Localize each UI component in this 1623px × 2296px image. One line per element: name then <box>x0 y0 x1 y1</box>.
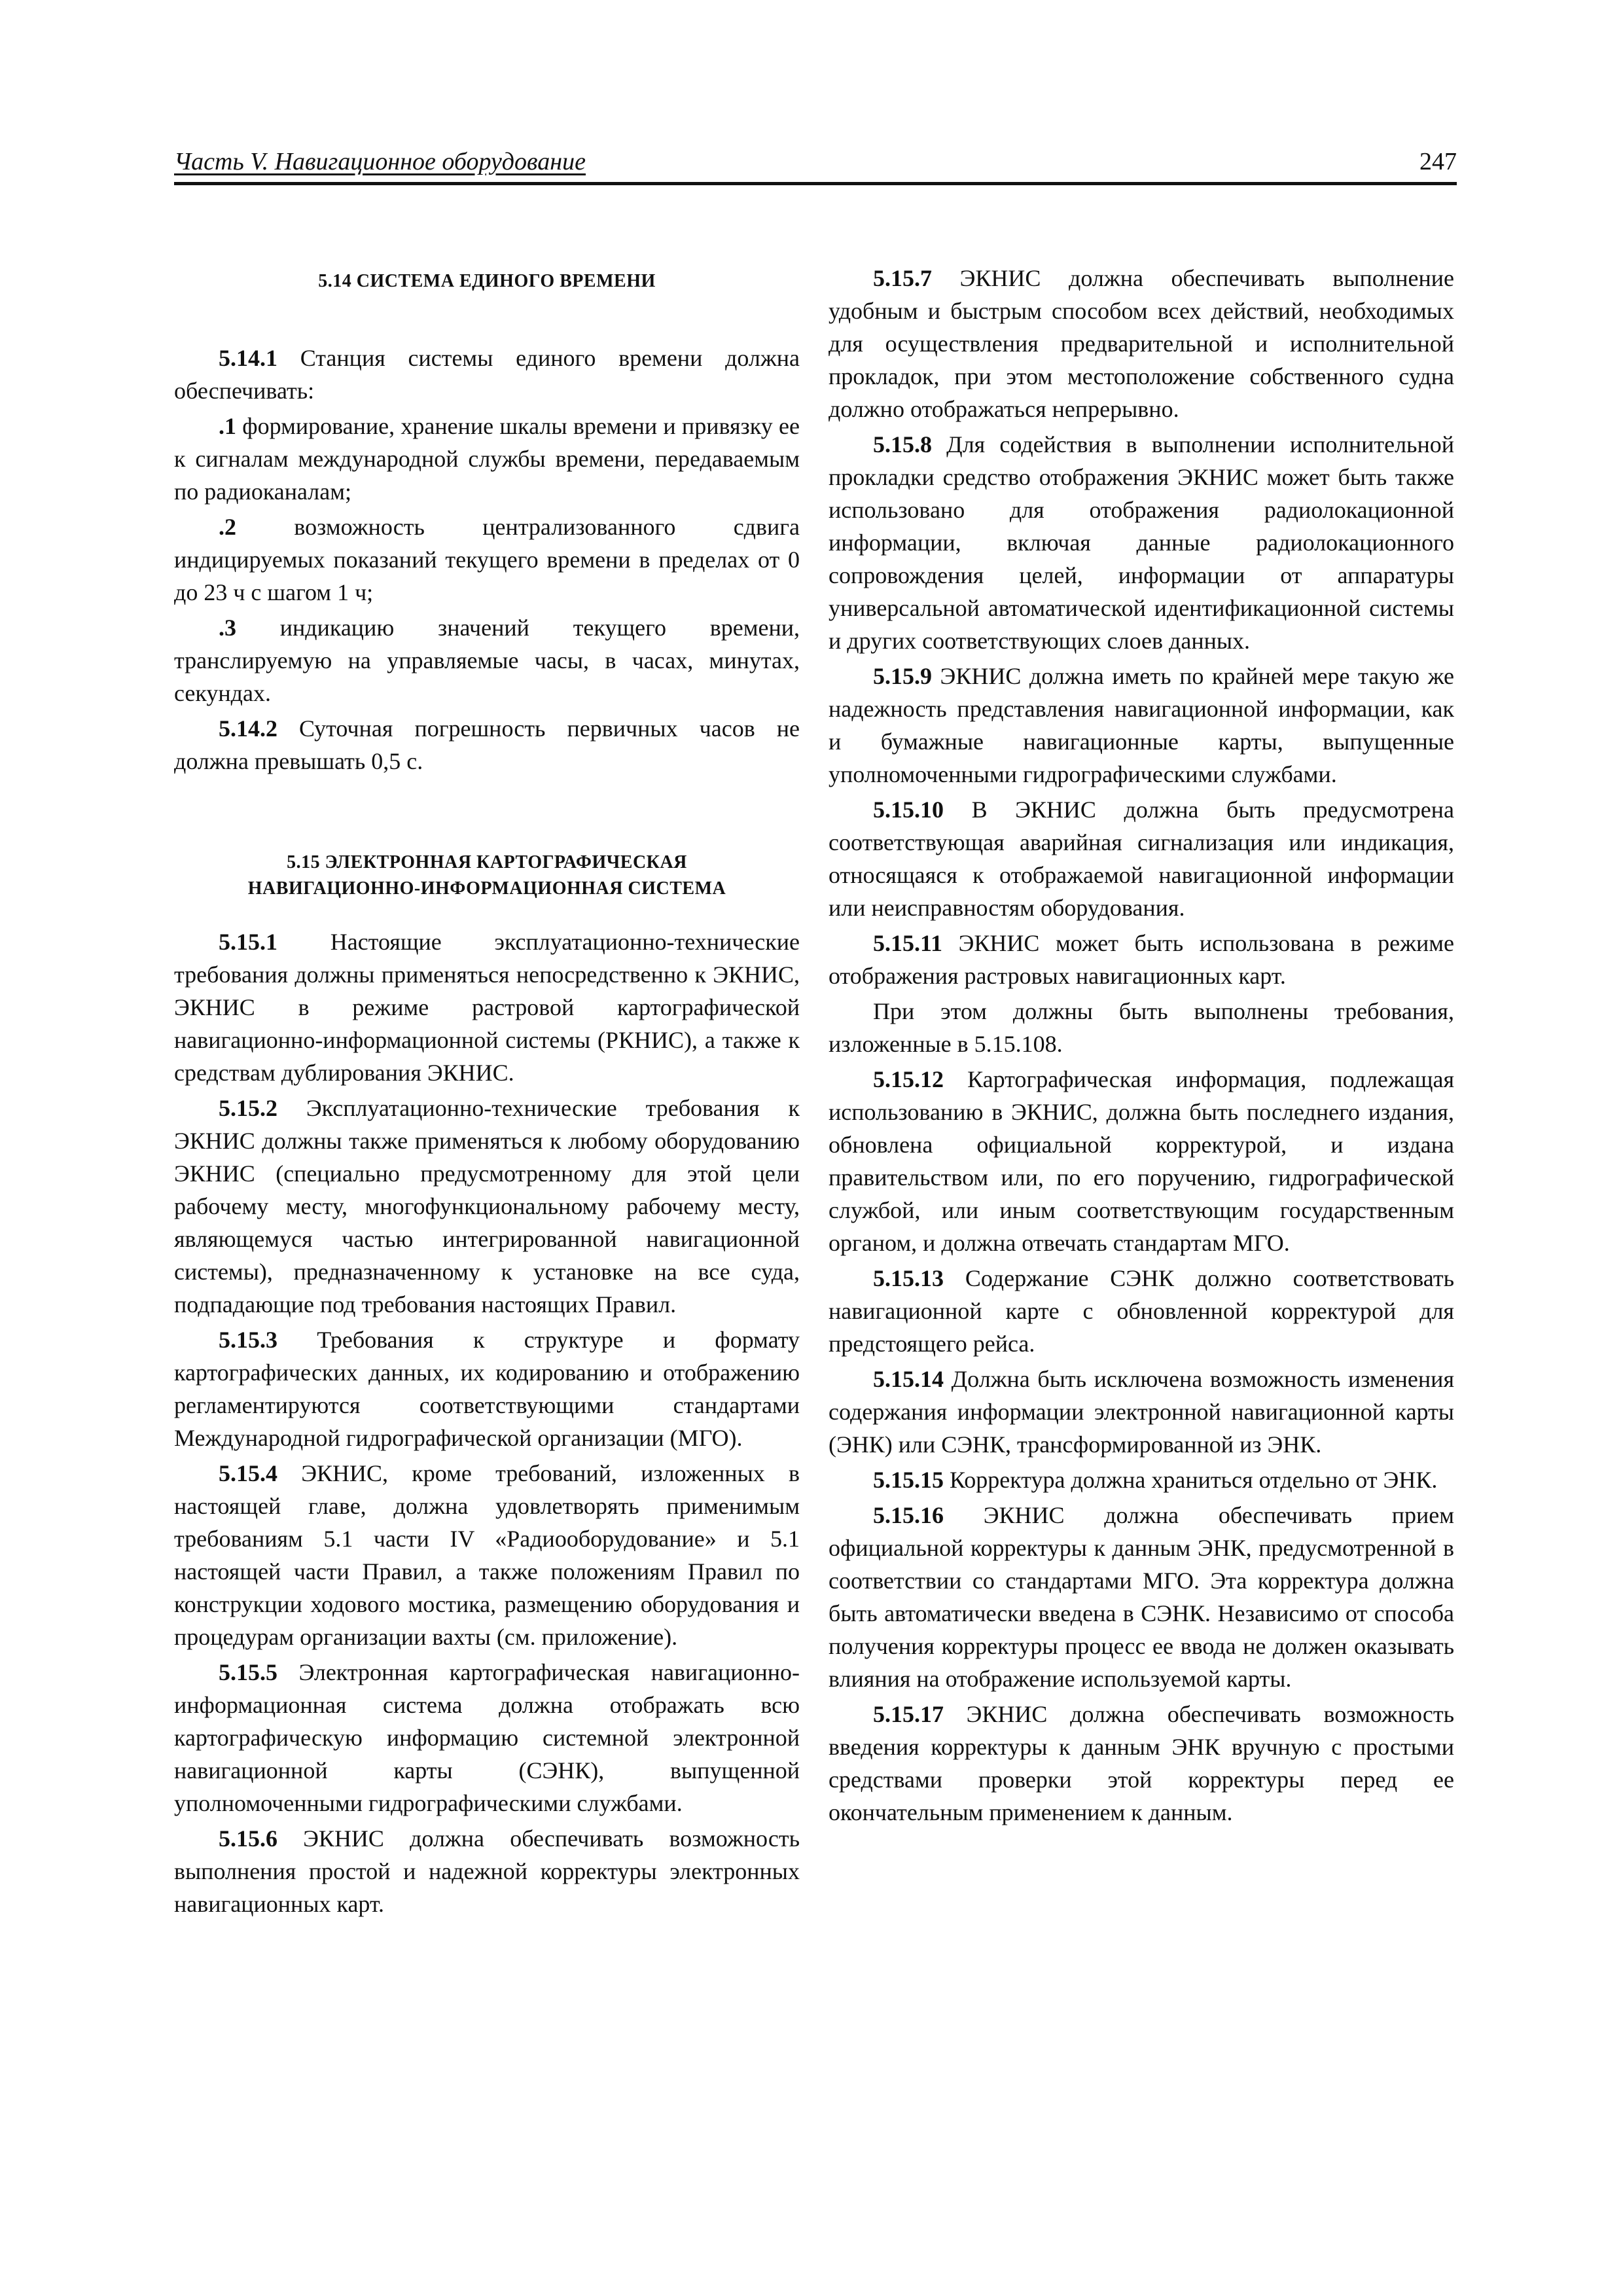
paragraph-text: В ЭКНИС должна быть предусмотрена соответствующая аварийная сигнализация или индикация, относящаяся к отображаемой навигационной информации или неисправностям оборудования. <box>829 797 1454 921</box>
item-text: индикацию значений текущего времени, транслируемую на управляемые часы, в часах, минутах, секундах. <box>174 615 800 706</box>
paragraph-5-15-15 <box>829 1463 1454 1496</box>
paragraph-5-15-5 <box>174 1656 800 1820</box>
paragraph-text: Эксплуатационно-технические требования к ЭКНИС должны также применяться к любому оборудованию ЭКНИС (специально предусмотренному для этой цели рабочему месту, многофункциональному рабочему месту, являющемуся частью интегрированной навигационной системы), предназначенному к установке на все суда, подпадающие под требования настоящих Правил. <box>174 1095 800 1318</box>
paragraph-5-15-13 <box>829 1262 1454 1360</box>
paragraph-5-15-8 <box>829 428 1454 657</box>
paragraph-text: ЭКНИС должна обеспечивать прием официальной корректуры к данным ЭНК, предусмотренной в соответствии со стандартами МГО. Эта корректура должна быть автоматически введена в СЭНК. Независимо от способа получения корректуры процесс ее ввода не должен оказывать влияния на отображение используемой карты. <box>829 1502 1454 1692</box>
list-item-1 <box>174 410 800 508</box>
paragraph-5-15-11-cont <box>829 995 1454 1060</box>
paragraph-5-15-3 <box>174 1323 800 1454</box>
paragraph-5-15-10 <box>829 793 1454 924</box>
paragraph-number: 5.14.1 <box>219 345 277 371</box>
paragraph-5-15-7 <box>829 262 1454 425</box>
paragraph-text: Корректура должна храниться отдельно от ЭНК. <box>944 1467 1438 1493</box>
paragraph-5-15-6 <box>174 1822 800 1920</box>
item-text: возможность централизованного сдвига индицируемых показаний текущего времени в пределах от 0 до 23 ч с шагом 1 ч; <box>174 514 800 605</box>
item-number: .3 <box>219 615 236 641</box>
paragraph-5-15-14 <box>829 1363 1454 1461</box>
section-heading-5-15 <box>174 850 800 902</box>
paragraph-5-15-17 <box>829 1698 1454 1829</box>
paragraph-number: 5.15.7 <box>873 265 932 291</box>
paragraph-text: ЭКНИС, кроме требований, изложенных в настоящей главе, должна удовлетворять применимым требованиям 5.1 части IV «Радиооборудование» и 5.1 настоящей части Правил, а также положениям Правил по конструкции ходового мостика, размещению оборудования и процедурам организации вахты (см. приложение). <box>174 1460 800 1650</box>
header-title: Часть V. Навигационное оборудование <box>174 148 586 175</box>
left-column <box>174 262 800 1923</box>
paragraph-text: Станция системы единого времени должна обеспечивать: <box>174 345 800 404</box>
paragraph-number: 5.15.1 <box>219 929 277 955</box>
paragraph-number: 5.14.2 <box>219 715 277 742</box>
paragraph-number: 5.15.12 <box>873 1066 944 1092</box>
paragraph-5-14-1 <box>174 342 800 407</box>
paragraph-5-14-2 <box>174 712 800 778</box>
page-number: 247 <box>1419 148 1457 175</box>
paragraph-5-15-12 <box>829 1063 1454 1259</box>
paragraph-text: Должна быть исключена возможность изменения содержания информации электронной навигационной карты (ЭНК) или СЭНК, трансформированной из ЭНК. <box>829 1366 1454 1458</box>
paragraph-text: ЭКНИС должна обеспечивать возможность введения корректуры к данным ЭНК вручную с простыми средствами проверки этой корректуры перед ее окончательным применением к данным. <box>829 1701 1454 1825</box>
paragraph-text: ЭКНИС должна обеспечивать выполнение удобным и быстрым способом всех действий, необходимых для осуществления предварительной и исполнительной прокладок, при этом местоположение собственного судна должно отображаться непрерывно. <box>829 265 1454 422</box>
paragraph-number: 5.15.4 <box>219 1460 277 1486</box>
paragraph-5-15-2 <box>174 1092 800 1321</box>
paragraph-number: 5.15.2 <box>219 1095 277 1121</box>
paragraph-number: 5.15.5 <box>219 1659 277 1685</box>
item-number: .1 <box>219 413 236 439</box>
item-text: формирование, хранение шкалы времени и привязку ее к сигналам международной службы времени, передаваемым по радиоканалам; <box>174 413 800 505</box>
list-item-2 <box>174 511 800 609</box>
paragraph-5-15-9 <box>829 660 1454 791</box>
running-header <box>174 145 1457 185</box>
paragraph-number: 5.15.16 <box>873 1502 944 1528</box>
paragraph-number: 5.15.8 <box>873 431 932 457</box>
paragraph-5-15-4 <box>174 1457 800 1653</box>
paragraph-text: ЭКНИС должна иметь по крайней мере такую же надежность представления навигационной информации, как и бумажные навигационные карты, выпущенные уполномоченными гидрографическими службами. <box>829 663 1454 787</box>
item-number: .2 <box>219 514 236 540</box>
list-item-3 <box>174 611 800 709</box>
paragraph-text: При этом должны быть выполнены требования, изложенные в 5.15.108. <box>829 998 1454 1057</box>
paragraph-text: Электронная картографическая навигационно-информационная система должна отображать всю картографическую информацию системной электронной навигационной карты (СЭНК), выпущенной уполномоченными гидрографическими службами. <box>174 1659 800 1816</box>
paragraph-number: 5.15.14 <box>873 1366 944 1392</box>
paragraph-text: ЭКНИС должна обеспечивать возможность выполнения простой и надежной корректуры электронных навигационных карт. <box>174 1825 800 1917</box>
paragraph-number: 5.15.9 <box>873 663 932 689</box>
right-column <box>829 262 1454 1831</box>
paragraph-text: Требования к структуре и формату картографических данных, их кодированию и отображению регламентируются соответствующими стандартами Международной гидрографической организации (МГО). <box>174 1327 800 1451</box>
paragraph-number: 5.15.15 <box>873 1467 944 1493</box>
paragraph-text: Содержание СЭНК должно соответствовать навигационной карте с обновленной корректурой для предстоящего рейса. <box>829 1265 1454 1357</box>
section-heading-line: НАВИГАЦИОННО-ИНФОРМАЦИОННАЯ СИСТЕМА <box>247 878 726 899</box>
paragraph-number: 5.15.13 <box>873 1265 944 1291</box>
section-heading-5-14: 5.14 СИСТЕМА ЕДИНОГО ВРЕМЕНИ <box>318 271 656 291</box>
paragraph-text: Картографическая информация, подлежащая использованию в ЭКНИС, должна быть последнего издания, обновлена официальной корректурой, и издана правительством или, по его поручению, гидрографической службой, или иным соответствующим государственным органом, и должна отвечать стандартам МГО. <box>829 1066 1454 1256</box>
paragraph-number: 5.15.17 <box>873 1701 944 1727</box>
paragraph-number: 5.15.3 <box>219 1327 277 1353</box>
paragraph-number: 5.15.10 <box>873 797 944 823</box>
paragraph-text: Настоящие эксплуатационно-технические требования должны применяться непосредственно к ЭКНИС, ЭКНИС в режиме растровой картографической навигационно-информационной системы (РКНИС), а также к средствам дублирования ЭКНИС. <box>174 929 800 1086</box>
paragraph-number: 5.15.6 <box>219 1825 277 1852</box>
paragraph-number: 5.15.11 <box>873 930 943 956</box>
section-heading-line: 5.15 ЭЛЕКТРОННАЯ КАРТОГРАФИЧЕСКАЯ <box>287 852 687 872</box>
paragraph-text: Суточная погрешность первичных часов не должна превышать 0,5 с. <box>174 715 800 774</box>
paragraph-5-15-1 <box>174 925 800 1089</box>
paragraph-text: ЭКНИС может быть использована в режиме отображения растровых навигационных карт. <box>829 930 1454 989</box>
paragraph-5-15-11 <box>829 927 1454 992</box>
paragraph-text: Для содействия в выполнении исполнительной прокладки средство отображения ЭКНИС может быть также использовано для отображения радиолокационной информации, включая данные радиолокационного сопровождения целей, информации от аппаратуры универсальной автоматической идентификационной системы и других соответствующих слоев данных. <box>829 431 1454 654</box>
paragraph-5-15-16 <box>829 1499 1454 1695</box>
